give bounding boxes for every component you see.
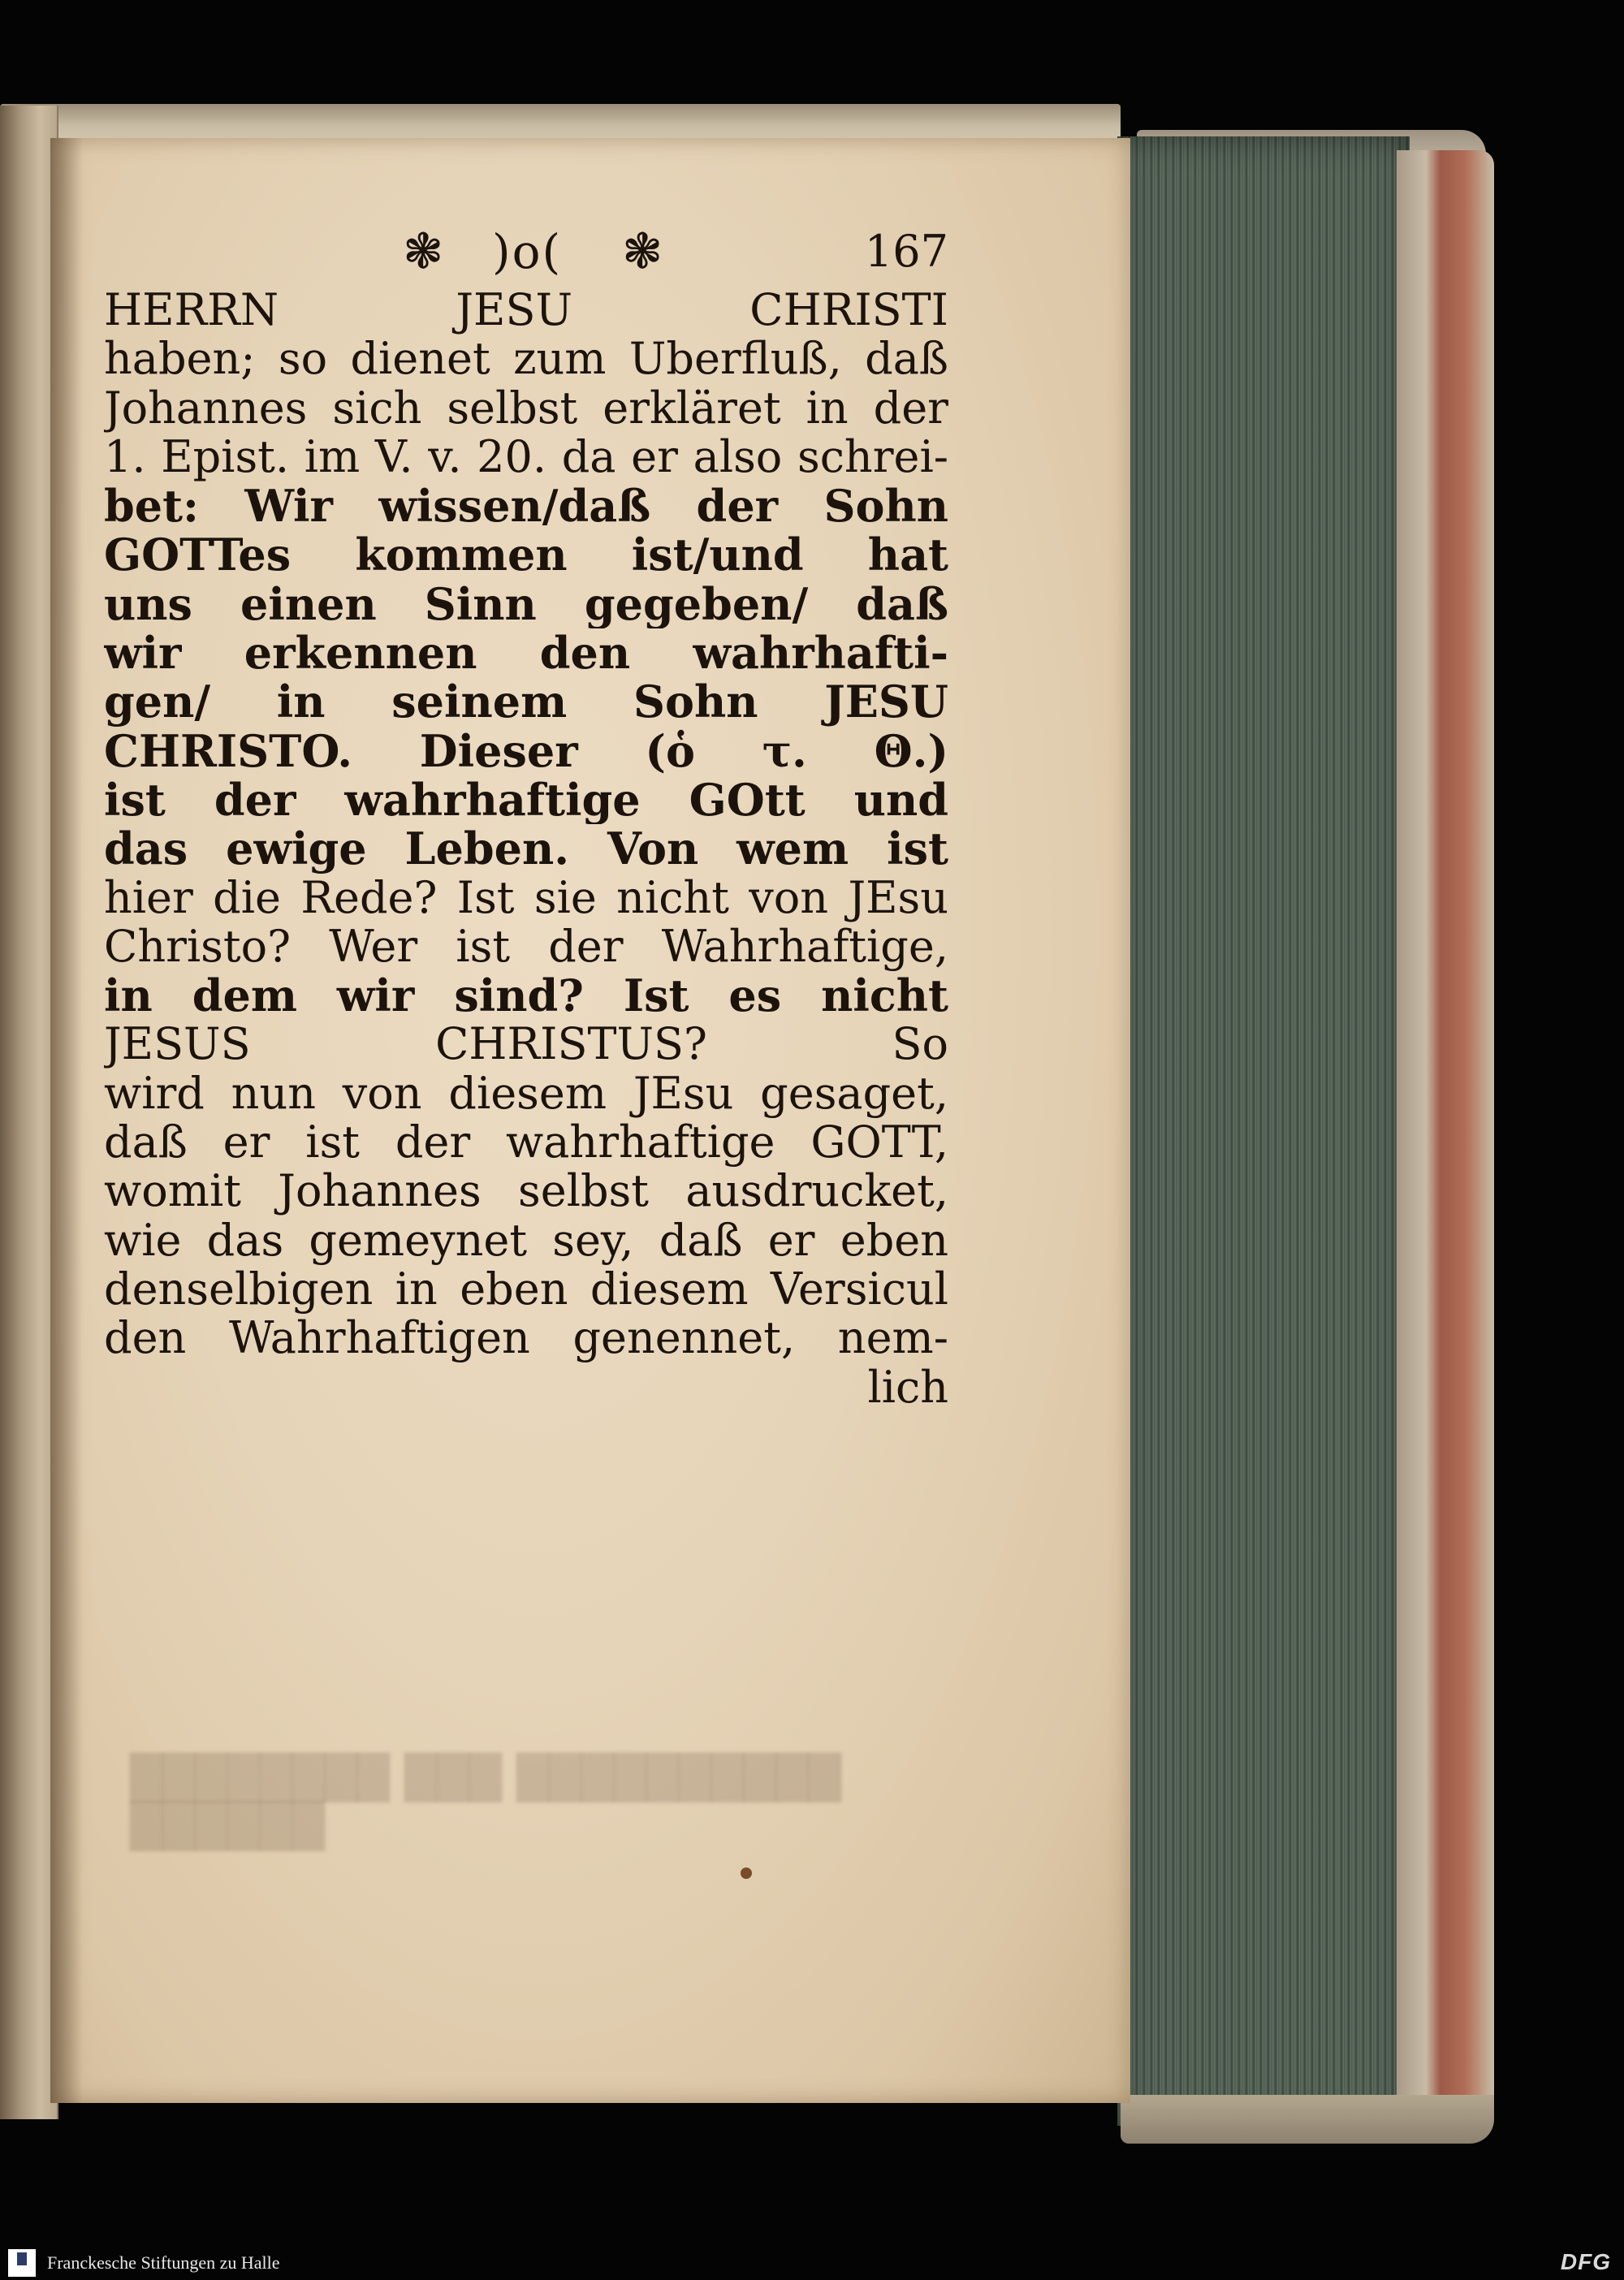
cover-right-edge <box>1397 150 1494 2115</box>
text-line: das ewige Leben. Von wem ist <box>104 824 948 874</box>
text-line: haben; so dienet zum Uberfluß, daß <box>104 335 948 384</box>
text-line: gen/ in seinem Sohn JESU <box>104 677 948 727</box>
text-line: GOTTes kommen ist/und hat <box>104 530 948 580</box>
text-line: womit Johannes selbst ausdrucket, <box>104 1167 948 1216</box>
text-line: den Wahrhaftigen genennet, nem- <box>104 1314 948 1363</box>
gutter-shadow <box>50 138 83 2103</box>
text-line: wie das gemeynet sey, daß er eben <box>104 1216 948 1265</box>
text-line: uns einen Sinn gegeben/ daß <box>104 579 948 629</box>
credit-bar <box>0 2246 1624 2280</box>
ink-stain <box>741 1868 752 1879</box>
text-line: ist der wahrhaftige GOtt und <box>104 775 948 825</box>
text-line: 1. Epist. im V. v. 20. da er also schrei- <box>104 432 948 482</box>
text-line: HERRN JESU CHRISTI <box>104 286 948 335</box>
head-mark: )o( <box>492 224 563 279</box>
flower-ornament-icon: ❃ <box>403 223 444 280</box>
institution-logo-icon <box>8 2249 36 2277</box>
page-number: 167 <box>864 226 948 277</box>
text-line: bet: Wir wissen/daß der Sohn <box>104 481 948 531</box>
institution-credit: Franckesche Stiftungen zu Halle <box>47 2252 280 2273</box>
text-line: daß er ist der wahrhaftige GOTT, <box>104 1118 948 1168</box>
text-line: JESUS CHRISTUS? So <box>104 1020 948 1069</box>
text-line: CHRISTO. Dieser (ὁ τ. Θ.) <box>104 726 948 775</box>
page-text-block <box>104 219 948 1412</box>
flower-ornament-icon: ❃ <box>622 223 663 280</box>
catchword: lich <box>867 1362 948 1412</box>
text-line: hier die Rede? Ist sie nicht von JEsu <box>104 873 948 922</box>
text-line: Christo? Wer ist der Wahrhaftige, <box>104 922 948 972</box>
page-fore-edge <box>1117 136 1410 2126</box>
text-line: wir erkennen den wahrhafti- <box>104 628 948 678</box>
show-through-bleed: ████████ ███ ██████████ ██████ <box>130 1753 842 1851</box>
text-line: Johannes sich selbst erkläret in der <box>104 383 948 433</box>
text-line: wird nun von diesem JEsu gesaget, <box>104 1069 948 1119</box>
dfg-logo: DFG <box>1560 2249 1611 2274</box>
running-head <box>104 219 948 284</box>
cover-bottom-edge <box>1121 2095 1494 2144</box>
text-line: denselbigen in eben diesem Versicul <box>104 1264 948 1315</box>
text-line: in dem wir sind? Ist es nicht <box>104 971 948 1021</box>
